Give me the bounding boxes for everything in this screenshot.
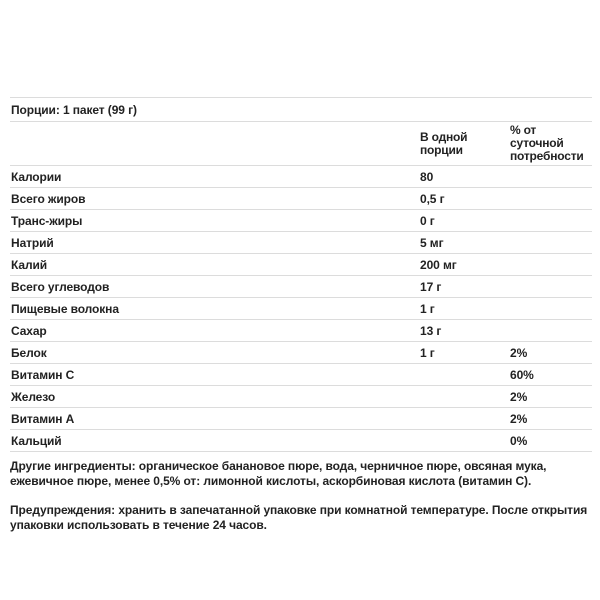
table-row (10, 188, 592, 210)
per-serving-value: 17 г (420, 279, 442, 294)
nutrient-label: Витамин C (11, 367, 75, 382)
table-row (10, 430, 592, 452)
daily-value: 60% (510, 367, 534, 382)
table-row (10, 408, 592, 430)
nutrient-label: Железо (11, 389, 56, 404)
nutrition-table-body (10, 166, 592, 452)
nutrient-label: Белок (11, 345, 47, 360)
per-serving-value: 0,5 г (420, 191, 445, 206)
daily-value: 2% (510, 345, 528, 360)
nutrient-label: Калории (11, 169, 62, 184)
nutrient-label: Всего жиров (11, 191, 86, 206)
table-row (10, 210, 592, 232)
table-row (10, 232, 592, 254)
table-row (10, 364, 592, 386)
nutrient-label: Натрий (11, 235, 54, 250)
daily-value: 2% (510, 389, 528, 404)
table-row (10, 320, 592, 342)
nutrient-label: Кальций (11, 433, 62, 448)
table-row (10, 298, 592, 320)
table-row (10, 254, 592, 276)
daily-value: 2% (510, 411, 528, 426)
per-serving-value: 200 мг (420, 257, 457, 272)
column-header-daily-value: % от суточной потребности (510, 123, 584, 163)
per-serving-value: 0 г (420, 213, 435, 228)
warnings-text: Предупреждения: хранить в запечатанной упаковке при комнатной температуре. После открытия упаковки использовать в течение 24 часов. (10, 503, 588, 532)
per-serving-value: 1 г (420, 301, 435, 316)
nutrient-label: Всего углеводов (11, 279, 110, 294)
table-row (10, 342, 592, 364)
per-serving-value: 1 г (420, 345, 435, 360)
column-header-per-serving: В одной порции (420, 129, 468, 157)
nutrition-facts-panel (10, 97, 592, 545)
nutrient-label: Сахар (11, 323, 47, 338)
nutrient-label: Транс-жиры (11, 213, 83, 228)
per-serving-value: 13 г (420, 323, 442, 338)
serving-info (10, 97, 592, 122)
nutrient-label: Калий (11, 257, 48, 272)
per-serving-value: 80 (420, 169, 434, 184)
other-ingredients-text: Другие ингредиенты: органическое банановое пюре, вода, черничное пюре, овсяная мука, ежевичное пюре, менее 0,5% от: лимонной кислоты, аскорбиновая кислота (витамин C). (10, 459, 547, 488)
table-row (10, 276, 592, 298)
per-serving-value: 5 мг (420, 235, 444, 250)
table-row (10, 386, 592, 408)
nutrient-label: Витамин A (11, 411, 75, 426)
nutrient-label: Пищевые волокна (11, 301, 119, 316)
serving-info-text: Порции: 1 пакет (99 г) (11, 102, 137, 117)
table-row (10, 166, 592, 188)
nutrition-table-header (10, 122, 592, 166)
daily-value: 0% (510, 433, 528, 448)
